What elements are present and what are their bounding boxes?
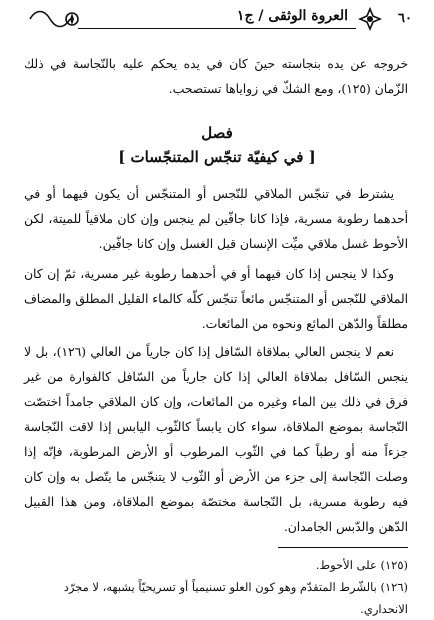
paragraph: وكذا لا ينجس إذا كان فيهما أو في أحدهما رطوبة غير مسرية، ثمّ إن كان الملاقي للنّجس أو المتنجّس مائعاً تنجّس كلّه كالماء القليل المطلق والمضاف مطلقاً والدّهن المائع ونحوه من المائعات. xyxy=(24,267,408,331)
section-subtitle: [ في كيفيّة تنجّس المتنجّسات ] xyxy=(118,148,316,166)
footnote: (١٢٦) بالشّرط المتقدّم وهو كون العلو تسنيمياً أو تسريحيّاً يشبهه، لا مجرّد الانحداري. xyxy=(63,580,408,616)
paragraph: خروجه عن يده بنجاسته حينَ كان في يده يحكم عليه بالنّجاسة في ذلك الزّمان (١٢٥)، ومع الشكّ في زواياها تستصحب. xyxy=(24,57,408,96)
footnote: (١٢٥) على الأحوط. xyxy=(315,558,408,572)
header-rule xyxy=(78,28,356,29)
ornament-icon xyxy=(358,7,382,31)
paragraph: يشترط في تنجّس الملاقي للنّجس أو المتنجّس أن يكون فيهما أو في أحدهما رطوبة مسرية، فإذا كانا جافّين لم ينجس وإن كان ملاقياً للميتة، لكن الأحوط غسل ملاقي ميِّت الإنسان قبل الغسل وإن كانا جافّين. xyxy=(24,187,408,251)
section-title: فصل xyxy=(201,124,233,142)
running-title: العروة الوثقى / ج١ xyxy=(236,8,348,24)
paragraph: نعم لا ينجس العالي بملاقاة السّافل إذا كان جارياً من العالي (١٢٦)، بل لا ينجس السّافل بملاقاة العالي إذا كان جارياً من السّافل كالفوارة من غير فرق في ذلك بين الماء وغيره من المائعات، وإن كان الملاقي جامداً اختصّت النّجاسة بموضع الملاقاة، سواء كان يابساً كالثّوب اليابس إذا لاقت النّجاسة جزءاً منه أو رطباً كما في الثّوب المرطوب أو الأرض المرطوبة، فإنّه إذا وصلت النّجاسة إلى جزء من الأرض أو الثّوب لا يتنجّس ما يتّصل به وإن كان فيه رطوبة مسرية، بل النّجاسة مختصّة بموضع الملاقاة، ومن هذا القبيل الدّهن والدّبس الجامدان. xyxy=(24,345,408,534)
page-number: ٦٠ xyxy=(398,11,412,26)
ornament-icon xyxy=(26,7,80,31)
page-header xyxy=(20,6,418,34)
footnote-divider xyxy=(278,547,408,548)
footnotes xyxy=(24,554,408,620)
